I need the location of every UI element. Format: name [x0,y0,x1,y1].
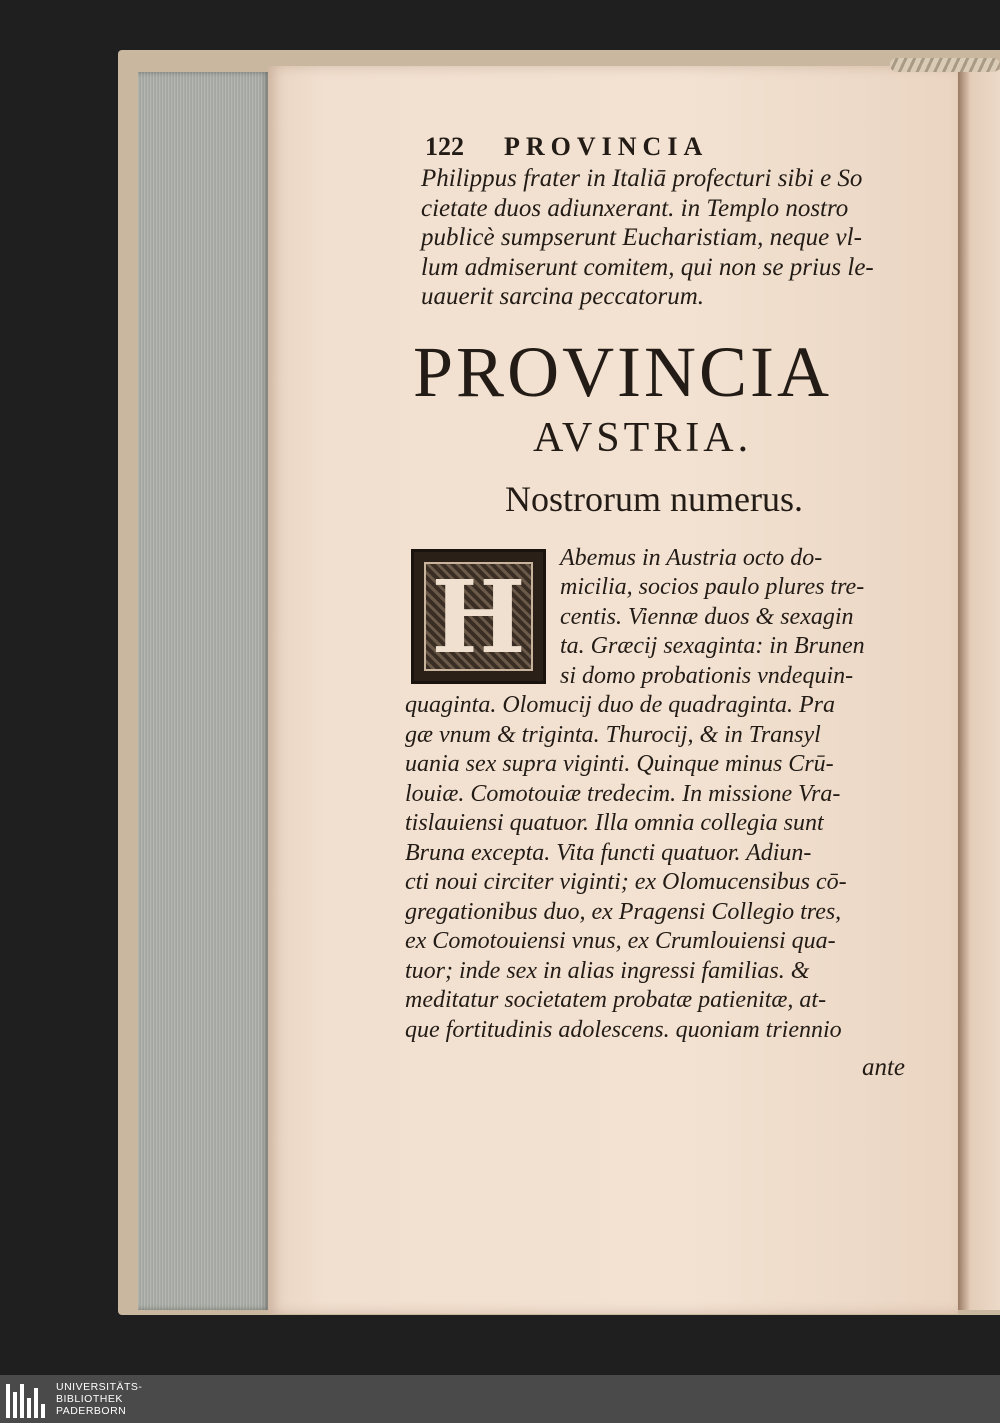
decorated-initial [411,549,546,684]
page-text [405,130,945,1083]
chapter-title: PROVINCIA [413,331,833,412]
facing-page-edge [958,70,1000,1310]
text-line: uania sex supra viginti. Quinque minus Crū- [405,751,834,777]
page-fore-edge [138,72,270,1310]
intro-paragraph [421,164,945,312]
running-title: PROVINCIA [504,132,709,161]
library-name [56,1381,142,1417]
running-head [425,130,945,164]
page-number: 122 [425,132,464,161]
text-line: quaginta. Olomucij duo de quadraginta. Pra [405,692,835,718]
library-footer [0,1375,1000,1423]
text-line: ta. Græcij sexaginta: in Brunen [560,633,865,659]
library-name-line: PADERBORN [56,1405,127,1417]
text-line: cietate duos adiunxerant. in Templo nostro [421,194,849,222]
text-line: que fortitudinis adolescens. quoniam triennio [405,1016,842,1043]
body-paragraph [405,544,945,1046]
text-line: meditatur societatem probatæ patienitæ, at- [405,987,827,1013]
text-line: publicè sumpserunt Eucharistiam, neque vl- [421,224,862,251]
library-logo-icon [6,1380,46,1418]
catchword: ante [861,1054,905,1081]
text-line: uauerit sarcina peccatorum. [421,283,705,310]
initial-letter: H [431,557,526,676]
text-line: micilia, socios paulo plures tre- [560,574,865,600]
text-line: gæ vnum & triginta. Thurocij, & in Transyl [405,721,821,748]
text-line: gregationibus duo, ex Pragensi Collegio tres, [405,898,842,925]
library-name-line: BIBLIOTHEK [56,1393,123,1405]
text-line: tuor; inde sex in alias ingressi familias. & [405,957,810,984]
section-heading: Nostrorum numerus. [505,478,803,519]
text-line: louiæ. Comotouiæ tredecim. In missione Vra- [405,780,841,807]
chapter-subtitle: AVSTRIA. [533,414,753,461]
text-line: si domo probationis vndequin- [560,662,854,689]
text-line: cti noui circiter viginti; ex Olomucensibus cō- [405,869,847,895]
text-line: lum admiserunt comitem, qui non se prius le- [421,253,874,281]
text-line: tislauiensi quatuor. Illa omnia collegia sunt [405,810,824,836]
binding-string [890,58,1000,72]
text-line: centis. Viennæ duos & sexagin [560,603,854,630]
text-line: Abemus in Austria octo do- [560,544,823,571]
text-line: Bruna excepta. Vita functi quatuor. Adiun- [405,839,812,866]
text-line: Philippus frater in Italiā profecturi sibi e So [421,165,863,192]
text-line: ex Comotouiensi vnus, ex Crumlouiensi qua- [405,928,836,954]
library-name-line: UNIVERSITÄTS- [56,1381,143,1393]
